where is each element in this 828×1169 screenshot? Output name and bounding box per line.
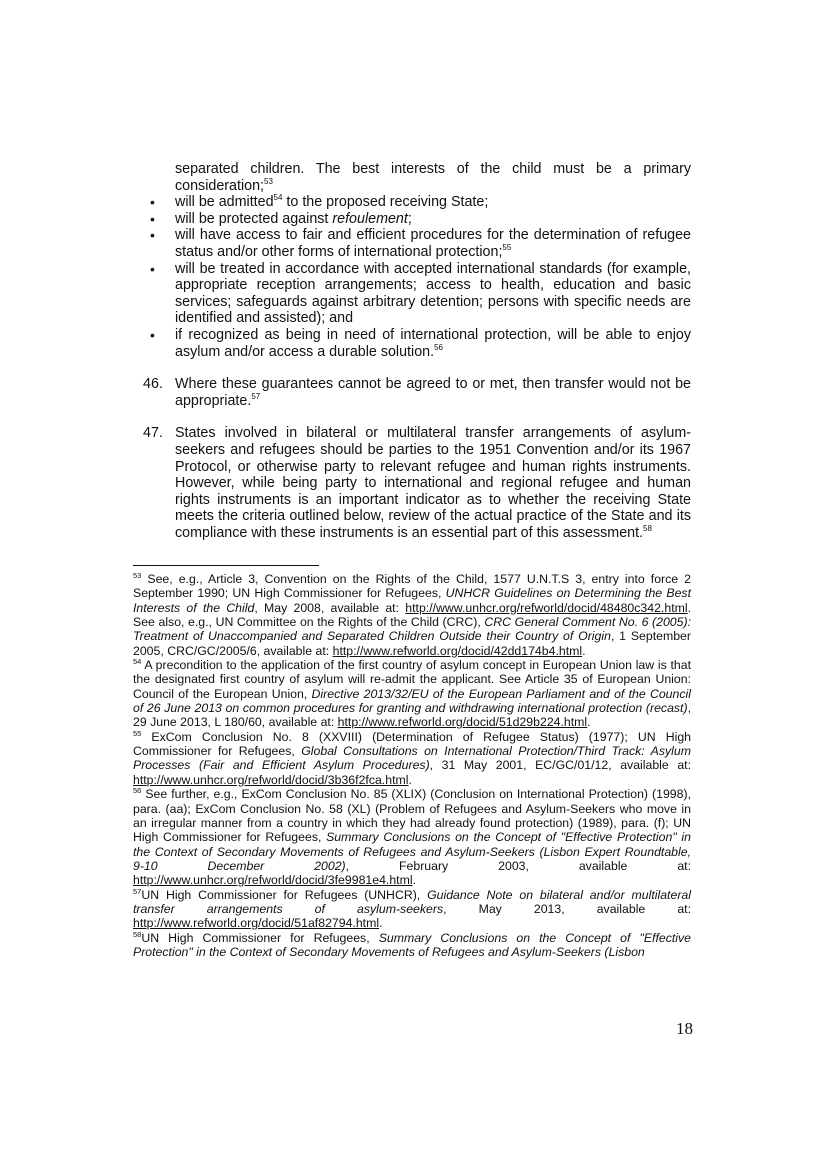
paragraph-number: 47. (143, 425, 163, 442)
footnote-ref[interactable]: 54 (273, 193, 283, 203)
list-item: • will be protected against refoulement; (133, 211, 691, 228)
paragraph-number: 46. (143, 376, 163, 393)
list-item: • will be treated in accordance with accepted international standards (for example, appropriate reception arrangements; access to health, education and basic services; safeguards against arbitrary detention; persons with specific needs are identified and assisted); and (133, 261, 691, 327)
footnote-separator (133, 565, 319, 566)
continuation-text: separated children. The best interests of the child must be a primary consideration;$^{53}$ (175, 161, 691, 194)
footnote-ref[interactable]: 57 (251, 391, 261, 401)
guarantee-list (133, 194, 691, 360)
paragraph-46: 46. Where these guarantees cannot be agreed to or met, then transfer would not be appropriate.$^{57}$ (143, 376, 691, 409)
footnote-58: $^{58}$UN High Commissioner for Refugees, Summary Conclusions on the Concept of "Effective Protection" in the Context of Secondary Movements of Refugees and Asylum-Seekers (Lisbon (133, 929, 691, 959)
page-number: 18 (676, 1019, 693, 1038)
footnote-ref[interactable]: 58 (643, 523, 652, 533)
footnote-53: $^{53}$ See, e.g., Article 3, Convention on the Rights of the Child, 1577 U.N.T.S 3, entry into force 2 September 1990; UN High Commissioner for Refugees, UNHCR Guidelines on Determining the Best Interests of the Child, May 2008, available at: http://www.unhcr.org/refworld/docid/48480c342.html. See also, e.g., UN Committee on the Rights of the Child (CRC), CRC General Comment No. 6 (2005): Treatment of Unaccompanied and Separated Children Outside their Country of Origin, 1 September 2005, CRC/GC/2005/6, available at: http://www.refworld.org/docid/42dd174b4.html. (133, 571, 692, 658)
list-item: • if recognized as being in need of international protection, will be able to enjoy asylum and/or access a durable solution.$^{56}$ (133, 327, 691, 360)
footnote-link[interactable]: http://www.refworld.org/docid/51d29b224.html (337, 715, 588, 730)
footnote-link[interactable]: http://www.refworld.org/docid/42dd174b4.html (332, 643, 583, 658)
footnote-57: $^{57}$UN High Commissioner for Refugees (UNHCR), Guidance Note on bilateral and/or multilateral transfer arrangements of asylum-seekers, May 2013, available at: http://www.refworld.org/docid/51af82794.html. (133, 886, 691, 931)
footnote-ref[interactable]: 56 (434, 342, 443, 352)
footnote-55: $^{55}$ ExCom Conclusion No. 8 (XXVIII) (Determination of Refugee Status) (1977); UN High Commissioner for Refugees, Global Consultations on International Protection/Third Track: Asylum Processes (Fair and Efficient Asylum Procedures), 31 May 2001, EC/GC/01/12, available at: http://www.unhcr.org/refworld/docid/3b36f2fca.html. (133, 728, 692, 787)
footnote-54: $^{54}$ A precondition to the application of the first country of asylum concept in European Union law is that the designated first country of asylum will re-admit the applicant. See Article 35 of European Union: Council of the European Union, Directive 2013/32/EU of the European Parliament and of the Council of 26 June 2013 on common procedures for granting and withdrawing international protection (recast), 29 June 2013, L 180/60, available at: http://www.refworld.org/docid/51d29b224.html. (133, 657, 691, 730)
footnote-link[interactable]: http://www.unhcr.org/refworld/docid/48480c342.html (405, 600, 688, 615)
paragraph-47: 47. States involved in bilateral or multilateral transfer arrangements of asylum-seekers and refugees should be parties to the 1951 Convention and/or its 1967 Protocol, or otherwise party to relevant refugee and human rights instruments. However, while being party to international and regional refugee and human rights instruments is an important indicator as to whether the receiving State meets the criteria outlined below, review of the actual practice of the State and its compliance with these instruments is an essential part of this assessment.$^{58}$ (143, 425, 691, 541)
footnote-ref[interactable]: 55 (502, 242, 512, 252)
body-text (133, 161, 691, 541)
footnotes (133, 572, 691, 959)
list-item: • will be admitted$^{54}$ to the proposed receiving State; (133, 194, 691, 211)
footnote-link[interactable]: http://www.unhcr.org/refworld/docid/3fe9981e4.html (133, 873, 413, 888)
footnote-56: $^{56}$ See further, e.g., ExCom Conclusion No. 85 (XLIX) (Conclusion on International Protection) (1998), para. (aa); ExCom Conclusion No. 58 (XL) (Problem of Refugees and Asylum-Seekers who move in an irregular manner from a country in which they had already found protection) (1989), para. (f); UN High Commissioner for Refugees, Summary Conclusions on the Concept of "Effective Protection" in the Context of Secondary Movements of Refugees and Asylum-Seekers (Lisbon Expert Roundtable, 9-10 December 2002), February 2003, available at: http://www.unhcr.org/refworld/docid/3fe9981e4.html. (133, 786, 691, 888)
list-item: • will have access to fair and efficient procedures for the determination of refugee status and/or other forms of international protection;$^{55}$ (133, 227, 691, 260)
footnote-link[interactable]: http://www.unhcr.org/refworld/docid/3b36f2fca.html (133, 772, 409, 787)
footnote-link[interactable]: http://www.refworld.org/docid/51af82794.html (133, 916, 380, 931)
footnote-ref[interactable]: 53 (264, 176, 273, 186)
